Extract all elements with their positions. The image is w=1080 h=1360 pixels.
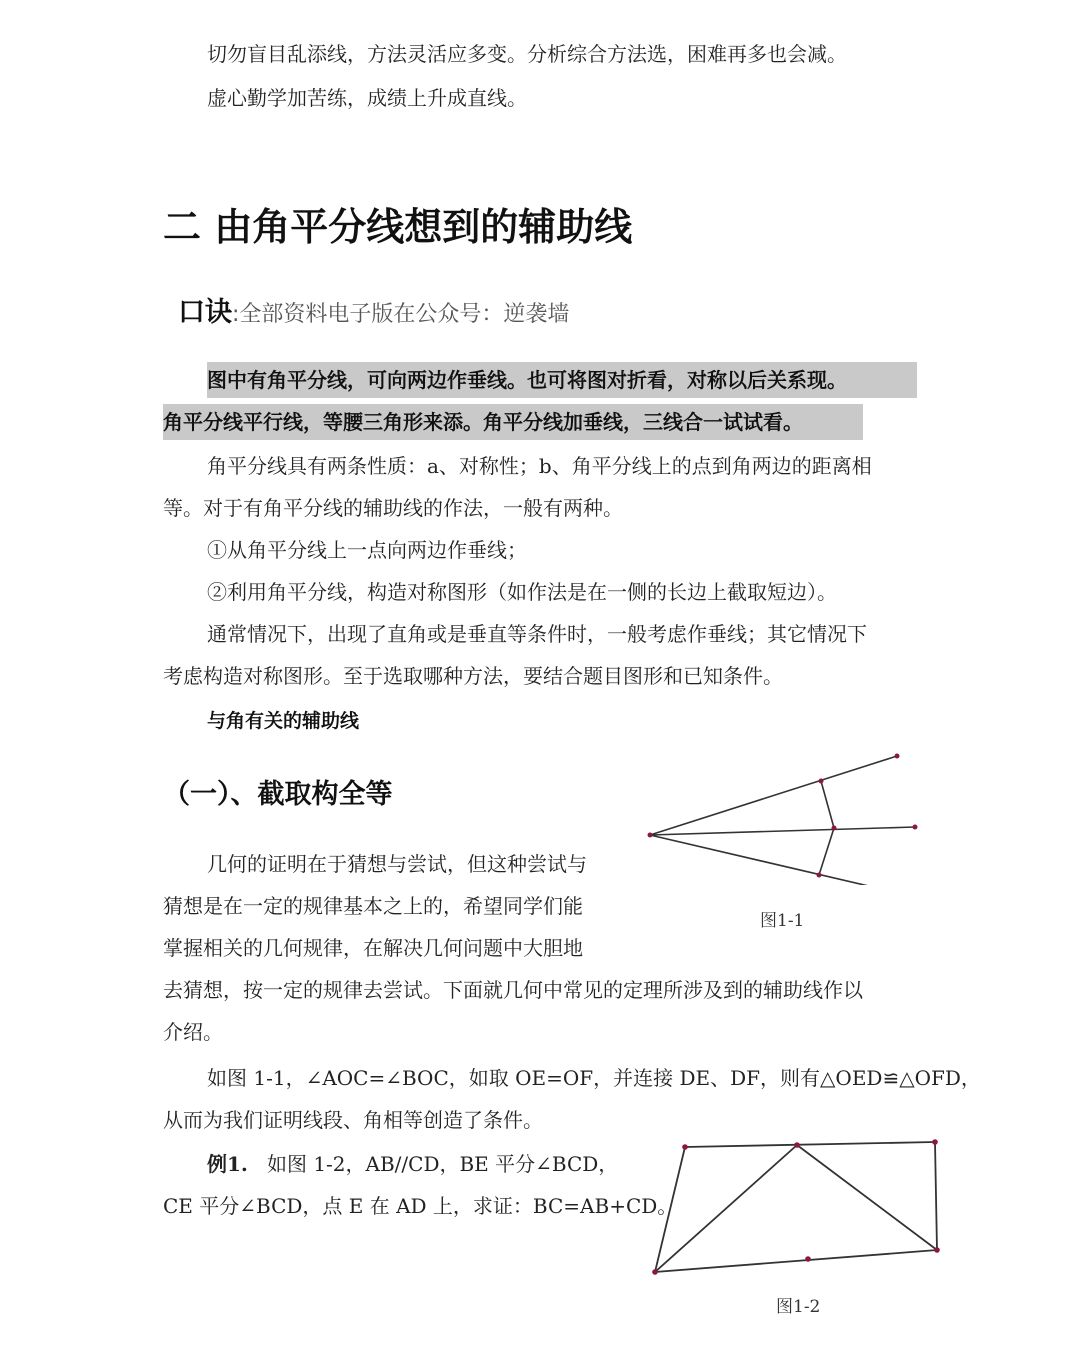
koujue-heading [178,290,569,329]
figure-1-1-caption: 图1-1 [760,911,805,931]
body-line-6: 考虑构造对称图形。至于选取哪种方法，要结合题目图形和已知条件。 [163,664,783,688]
intro-line-1: 切勿盲目乱添线，方法灵活应多变。分析综合方法选，困难再多也会减。 [207,42,847,66]
para-line-1: 几何的证明在于猜想与尝试，但这种尝试与 [207,852,587,876]
para-line-7: 从而为我们证明线段、角相等创造了条件。 [163,1108,543,1132]
para-line-6: 如图 1-1，∠AOC=∠BOC，如取 OE=OF，并连接 DE、DF，则有△OED≌△OFD， [207,1066,981,1090]
koujue-subtitle: :全部资料电子版在公众号：逆袭墙 [232,302,570,327]
figure-1-2-caption: 图1-2 [776,1297,821,1317]
para-line-3: 掌握相关的几何规律，在解决几何问题中大胆地 [163,936,583,960]
subsection-heading: （一）、截取构全等 [163,779,393,810]
body-line-4: ②利用角平分线，构造对称图形（如作法是在一侧的长边上截取短边）。 [207,580,837,604]
example-text-1: 如图 1-2，AB//CD，BE 平分∠BCD， [266,1152,619,1176]
example-line-2: CE 平分∠BCD，点 E 在 AD 上，求证：BC=AB+CD。 [163,1194,678,1218]
example-line-1 [207,1150,618,1178]
highlight-line-1: 图中有角平分线，可向两边作垂线。也可将图对折看，对称以后关系现。 [207,368,847,392]
para-line-5: 介绍。 [163,1020,223,1044]
body-line-2: 等。对于有角平分线的辅助线的作法，一般有两种。 [163,496,623,520]
intro-line-2: 虚心勤学加苦练，成绩上升成直线。 [207,86,527,110]
highlight-line-2: 角平分线平行线，等腰三角形来添。角平分线加垂线，三线合一试试看。 [163,410,803,434]
para-line-2: 猜想是在一定的规律基本之上的，希望同学们能 [163,894,583,918]
para-line-4: 去猜想，按一定的规律去尝试。下面就几何中常见的定理所涉及到的辅助线作以 [163,978,863,1002]
figure-1-1 [640,745,940,885]
section-heading: 二 由角平分线想到的辅助线 [163,205,633,249]
figure-1-2 [645,1135,945,1285]
sub-heading: 与角有关的辅助线 [207,710,360,732]
body-line-3: ①从角平分线上一点向两边作垂线； [207,538,527,562]
koujue-title: 口诀 [178,297,232,328]
body-line-1: 角平分线具有两条性质：a、对称性；b、角平分线上的点到角两边的距离相 [207,454,872,478]
body-line-5: 通常情况下，出现了直角或是垂直等条件时，一般考虑作垂线；其它情况下 [207,622,867,646]
example-label: 例1. [207,1152,248,1176]
